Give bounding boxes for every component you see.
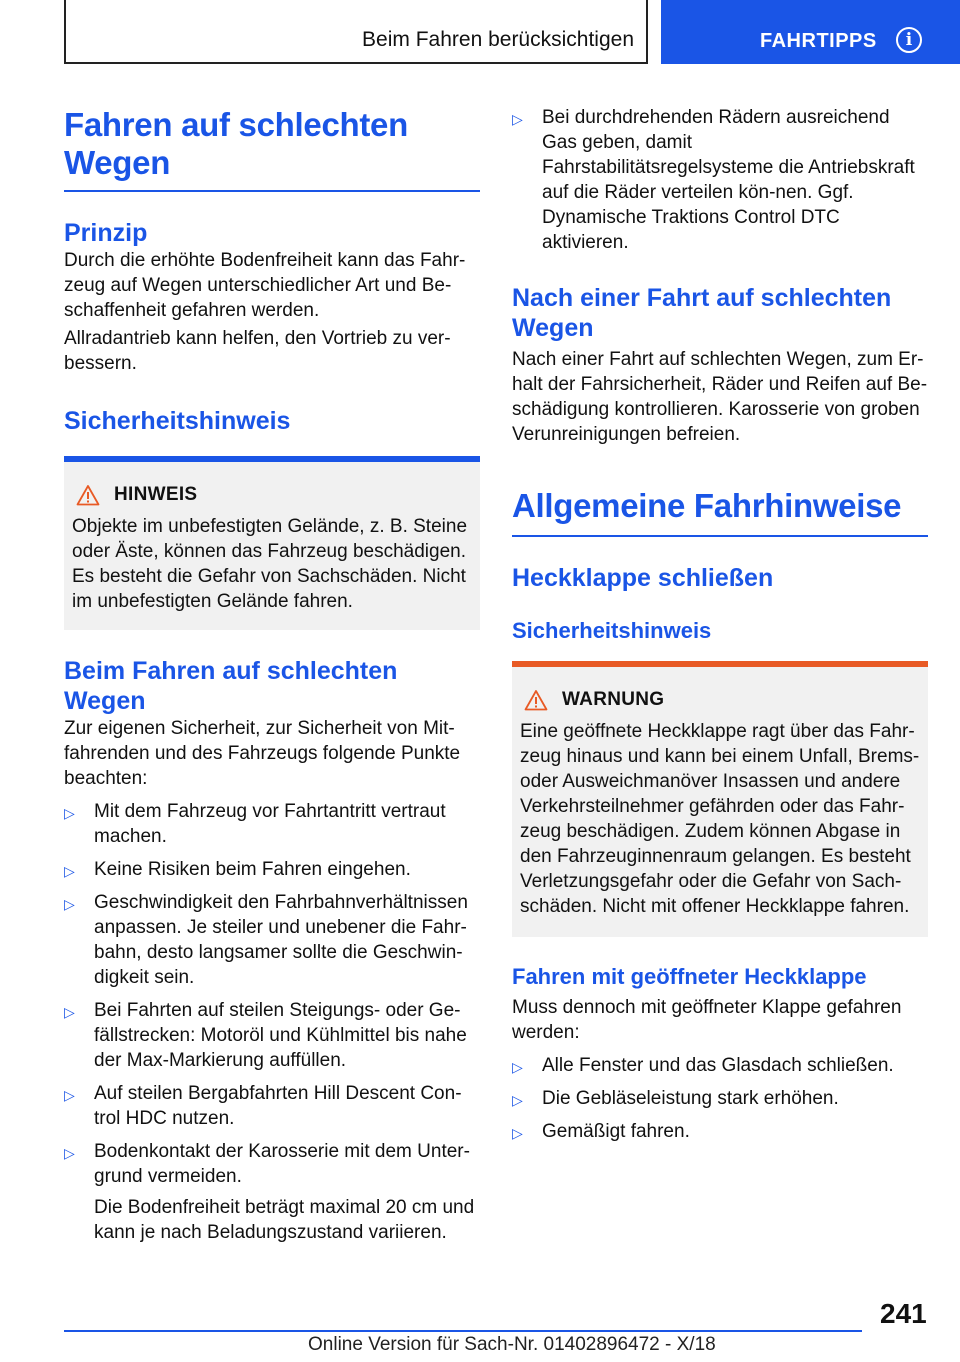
bullet-arrow-icon: ▷ <box>512 1125 523 1141</box>
heading-tailgate: Heckklappe schließen <box>512 564 774 592</box>
info-icon[interactable]: i <box>896 27 922 53</box>
open-tailgate-intro: Muss dennoch mit geöffneter Klappe gefahren werden: <box>512 997 902 1043</box>
warning-label: WARNUNG <box>562 689 665 710</box>
notice-box <box>64 456 480 630</box>
list-item: ▷ Mit dem Fahrzeug vor Fahrtantritt vertraut machen. <box>64 801 446 847</box>
list-item: ▷ Geschwindigkeit den Fahrbahnverhältnissen anpassen. Je steiler und unebener die Fahr-bahn, desto langsamer sollte die Geschwin-digkeit sein. <box>64 892 468 988</box>
prinzip-paragraph-2: Allradantrieb kann helfen, den Vortrieb zu ver-bessern. <box>64 328 451 374</box>
warning-box <box>512 661 928 937</box>
page-number: 241 <box>880 1298 927 1329</box>
driving-list <box>64 799 480 1245</box>
after-drive-text: Nach einer Fahrt auf schlechten Wegen, zum Er-halt der Fahrsicherheit, Räder und Reifen auf Be-schädigung kontrollieren. Karosserie von groben Verunreinigungen befreien. <box>512 349 928 445</box>
bullet-arrow-icon: ▷ <box>512 111 523 127</box>
warning-triangle-icon <box>524 689 548 711</box>
warning-text: Eine geöffnete Heckklappe ragt über das Fahr-zeug hinaus und kann bei einem Unfall, Brems- oder Ausweichmanöver Insassen und andere Verkehrsteilnehmer gefährden oder das Fahr-zeug beschädigen. Zudem können Abgase in den Fahrzeuginnenraum gelangen. Es besteht Verletzungsgefahr oder die Gefahr von Sach-schäden. Nicht mit offener Heckklappe fahren. <box>520 721 920 917</box>
list-item: ▷ Bei durchdrehenden Rädern ausreichend Gas geben, damit Fahrstabilitätsregelsysteme die Antriebskraft auf die Räder verteilen kön-nen. Ggf. Dynamische Traktions Control DTC aktivieren. <box>512 107 915 253</box>
list-item: ▷ Die Gebläseleistung stark erhöhen. <box>512 1086 928 1111</box>
bullet-arrow-icon: ▷ <box>64 1004 75 1020</box>
driving-list-continued <box>512 105 928 255</box>
section-rule <box>512 535 928 537</box>
chapter-label: FAHRTIPPS <box>760 30 877 52</box>
bullet-arrow-icon: ▷ <box>512 1092 523 1108</box>
header-section-title: Beim Fahren berücksichtigen <box>362 28 634 51</box>
heading-safety: Sicherheitshinweis <box>64 407 291 435</box>
footer-rule <box>64 1330 862 1332</box>
page-title: Fahren auf schlechten Wegen <box>64 106 408 181</box>
heading-open-tailgate: Fahren mit geöffneter Heckklappe <box>512 964 867 989</box>
bullet-arrow-icon: ▷ <box>64 863 75 879</box>
right-column <box>512 96 928 1144</box>
left-column <box>64 96 480 1245</box>
notice-text: Objekte im unbefestigten Gelände, z. B. Steine oder Äste, können das Fahrzeug beschädigen. Es besteht die Gefahr von Sachschäden. Nicht im unbefestigten Gelände fahren. <box>72 516 468 612</box>
list-item: ▷ Auf steilen Bergabfahrten Hill Descent Con-trol HDC nutzen. <box>64 1083 462 1129</box>
bullet-arrow-icon: ▷ <box>64 896 75 912</box>
bullet-arrow-icon: ▷ <box>64 1145 75 1161</box>
heading-safety-tailgate: Sicherheitshinweis <box>512 618 712 643</box>
list-item: ▷ Bei Fahrten auf steilen Steigungs- oder Ge-fällstrecken: Motoröl und Kühlmittel bis nahe der Max-Markierung auffüllen. <box>64 1000 467 1071</box>
header-section-box <box>64 0 648 64</box>
heading-prinzip: Prinzip <box>64 219 148 247</box>
warning-bar <box>512 661 928 667</box>
prinzip-paragraph-1: Durch die erhöhte Bodenfreiheit kann das Fahr-zeug auf Wegen unterschiedlicher Art und Be-schaffenheit gefahren werden. <box>64 250 466 321</box>
warning-triangle-icon <box>76 484 100 506</box>
open-tailgate-list <box>512 1053 928 1144</box>
list-item: ▷ Gemäßigt fahren. <box>512 1119 928 1144</box>
list-item: ▷ Keine Risiken beim Fahren eingehen. <box>64 857 480 882</box>
notice-label: HINWEIS <box>114 484 198 505</box>
driving-intro: Zur eigenen Sicherheit, zur Sicherheit von Mit-fahrenden und des Fahrzeugs folgende Punkte beachten: <box>64 718 461 789</box>
section-title-general: Allgemeine Fahrhinweise <box>512 487 902 524</box>
title-rule <box>64 190 480 192</box>
footer-version-text: Online Version für Sach-Nr. 01402896472 - X/18 <box>308 1334 716 1355</box>
heading-driving: Beim Fahren auf schlechten Wegen <box>64 657 398 715</box>
bullet-arrow-icon: ▷ <box>64 805 75 821</box>
list-item: ▷ Bodenkontakt der Karosserie mit dem Unter-grund vermeiden. Die Bodenfreiheit beträgt maximal 20 cm und kann je nach Beladungszustand variieren. <box>64 1139 480 1245</box>
bullet-arrow-icon: ▷ <box>64 1087 75 1103</box>
list-item: ▷ Alle Fenster und das Glasdach schließen. <box>512 1053 928 1078</box>
heading-after-drive: Nach einer Fahrt auf schlechten Wegen <box>512 284 892 342</box>
notice-header <box>76 482 472 508</box>
list-item-note: Die Bodenfreiheit beträgt maximal 20 cm und kann je nach Beladungszustand variieren. <box>94 1197 475 1243</box>
bullet-arrow-icon: ▷ <box>512 1059 523 1075</box>
notice-bar <box>64 456 480 462</box>
header-chapter-tab[interactable] <box>661 0 960 64</box>
warning-header <box>524 687 920 713</box>
